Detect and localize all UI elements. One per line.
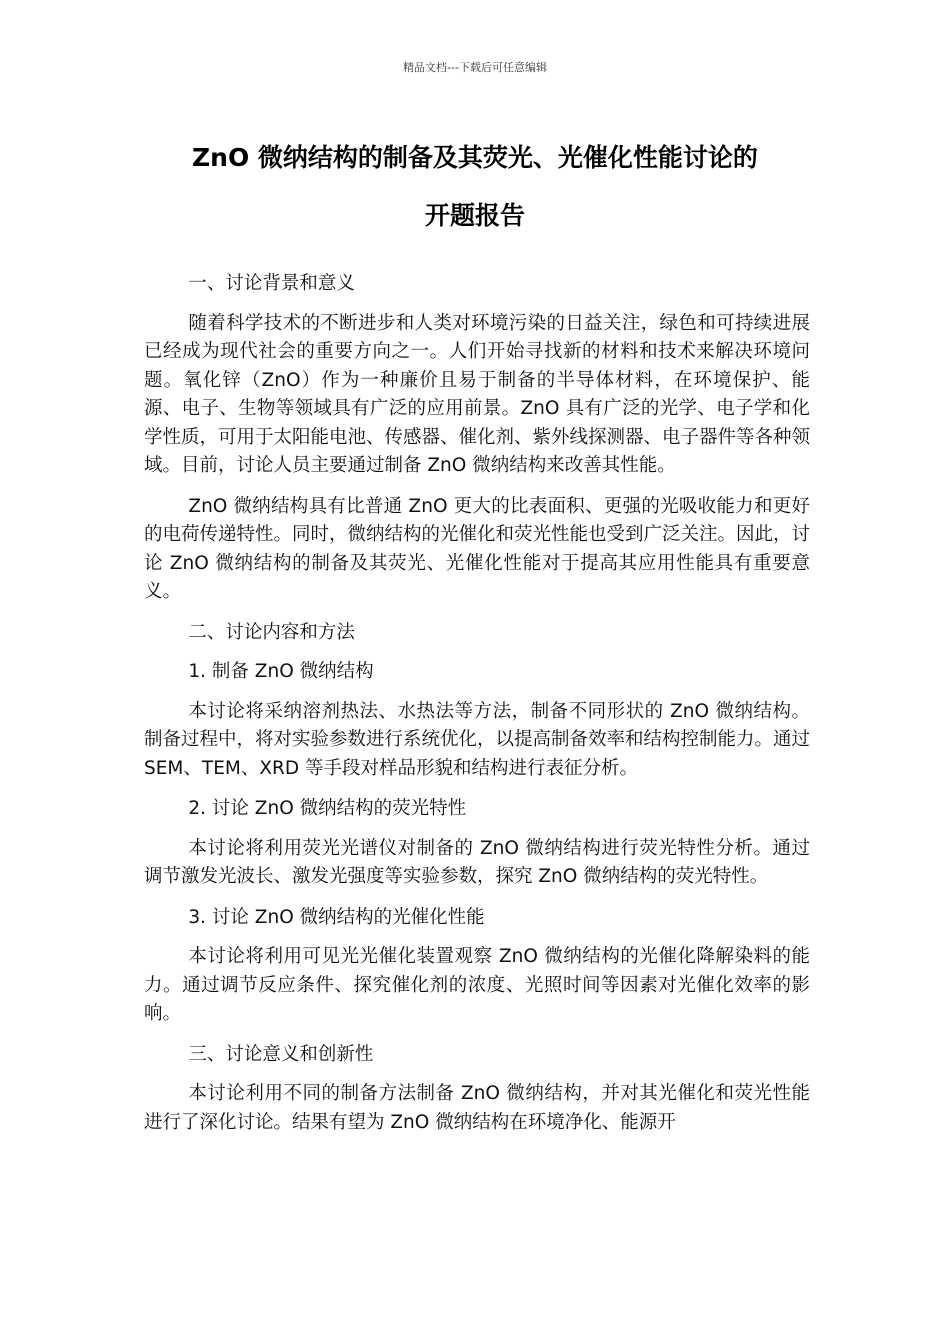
paragraph-significance: 本讨论利用不同的制备方法制备 ZnO 微纳结构，并对其光催化和荧光性能进行了深化讨论。结果有望为 ZnO 微纳结构在环境净化、能源开 [144, 1083, 810, 1133]
paragraph-fluorescence: 本讨论将利用荧光光谱仪对制备的 ZnO 微纳结构进行荧光特性分析。通过调节激发光波长、激发光强度等实验参数，探究 ZnO 微纳结构的荧光特性。 [144, 837, 810, 887]
section-heading-methods: 二、讨论内容和方法 [188, 621, 355, 643]
document-title-line-1: ZnO 微纳结构的制备及其荧光、光催化性能讨论的 [192, 143, 758, 172]
paragraph-background-1: 随着科学技术的不断进步和人类对环境污染的日益关注，绿色和可持续进展已经成为现代社会的重要方向之一。人们开始寻找新的材料和技术来解决环境问题。氧化锌（ZnO）作为一种廉价且易于制备的半导体材料，在环境保护、能源、电子、生物等领域具有广泛的应用前景。ZnO 具有广泛的光学、电子学和化学性质，可用于太阳能电池、传感器、催化剂、紫外线探测器、电子器件等各种领域。目前，讨论人员主要通过制备 ZnO 微纳结构来改善其性能。 [144, 312, 811, 476]
paragraph-preparation: 本讨论将采纳溶剂热法、水热法等方法，制备不同形状的 ZnO 微纳结构。制备过程中，将对实验参数进行系统优化，以提高制备效率和结构控制能力。通过 SEM、TEM、XRD 等手段对样品形貌和结构进行表征分析。 [144, 700, 811, 779]
subheading-photocatalysis: 3. 讨论 ZnO 微纳结构的光催化性能 [188, 906, 485, 928]
paragraph-photocatalysis: 本讨论将利用可见光光催化装置观察 ZnO 微纳结构的光催化降解染料的能力。通过调节反应条件、探究催化剂的浓度、光照时间等因素对光催化效率的影响。 [144, 946, 810, 1024]
header-note: 精品文档---下载后可任意编辑 [403, 61, 547, 74]
document-title-line-2: 开题报告 [424, 201, 525, 230]
paragraph-background-2: ZnO 微纳结构具有比普通 ZnO 更大的比表面积、更强的光吸收能力和更好的电荷传递特性。同时，微纳结构的光催化和荧光性能也受到广泛关注。因此，讨论 ZnO 微纳结构的制备及其荧光、光催化性能对于提高其应用性能具有重要意义。 [144, 495, 811, 602]
document-body [144, 270, 810, 1149]
section-heading-significance: 三、讨论意义和创新性 [188, 1043, 374, 1065]
subheading-fluorescence: 2. 讨论 ZnO 微纳结构的荧光特性 [188, 798, 467, 819]
section-heading-background: 一、讨论背景和意义 [188, 273, 355, 294]
subheading-preparation: 1. 制备 ZnO 微纳结构 [188, 661, 374, 682]
